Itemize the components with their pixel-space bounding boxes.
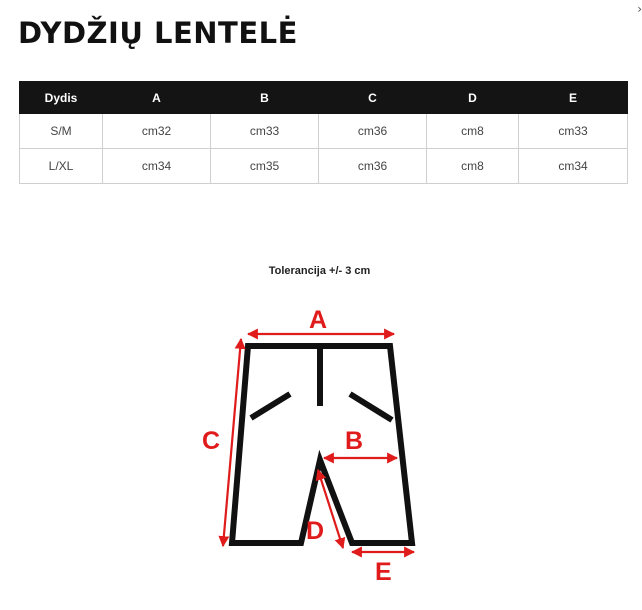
header-size: Dydis [20, 82, 103, 114]
shorts-outline [232, 346, 412, 543]
header-c: C [319, 82, 427, 114]
cell-b: cm33 [211, 114, 319, 149]
cell-c: cm36 [319, 114, 427, 149]
header-e: E [519, 82, 628, 114]
label-d: D [306, 517, 325, 545]
cell-d: cm8 [427, 114, 519, 149]
label-b: B [345, 427, 364, 455]
cell-b: cm35 [211, 149, 319, 184]
cell-c: cm36 [319, 149, 427, 184]
header-d: D [427, 82, 519, 114]
label-a: A [309, 306, 328, 334]
label-c: C [202, 427, 221, 455]
header-a: A [103, 82, 211, 114]
cell-d: cm8 [427, 149, 519, 184]
cell-size: L/XL [20, 149, 103, 184]
cell-a: cm34 [103, 149, 211, 184]
label-e: E [375, 558, 392, 586]
cell-e: cm34 [519, 149, 628, 184]
chevron-right-icon: › [637, 2, 642, 16]
tolerance-note: Tolerancija +/- 3 cm [268, 265, 371, 277]
cell-a: cm32 [103, 114, 211, 149]
cell-e: cm33 [519, 114, 628, 149]
cell-size: S/M [20, 114, 103, 149]
header-b: B [211, 82, 319, 114]
page-title: DYDŽIŲ LENTELĖ [18, 16, 298, 50]
